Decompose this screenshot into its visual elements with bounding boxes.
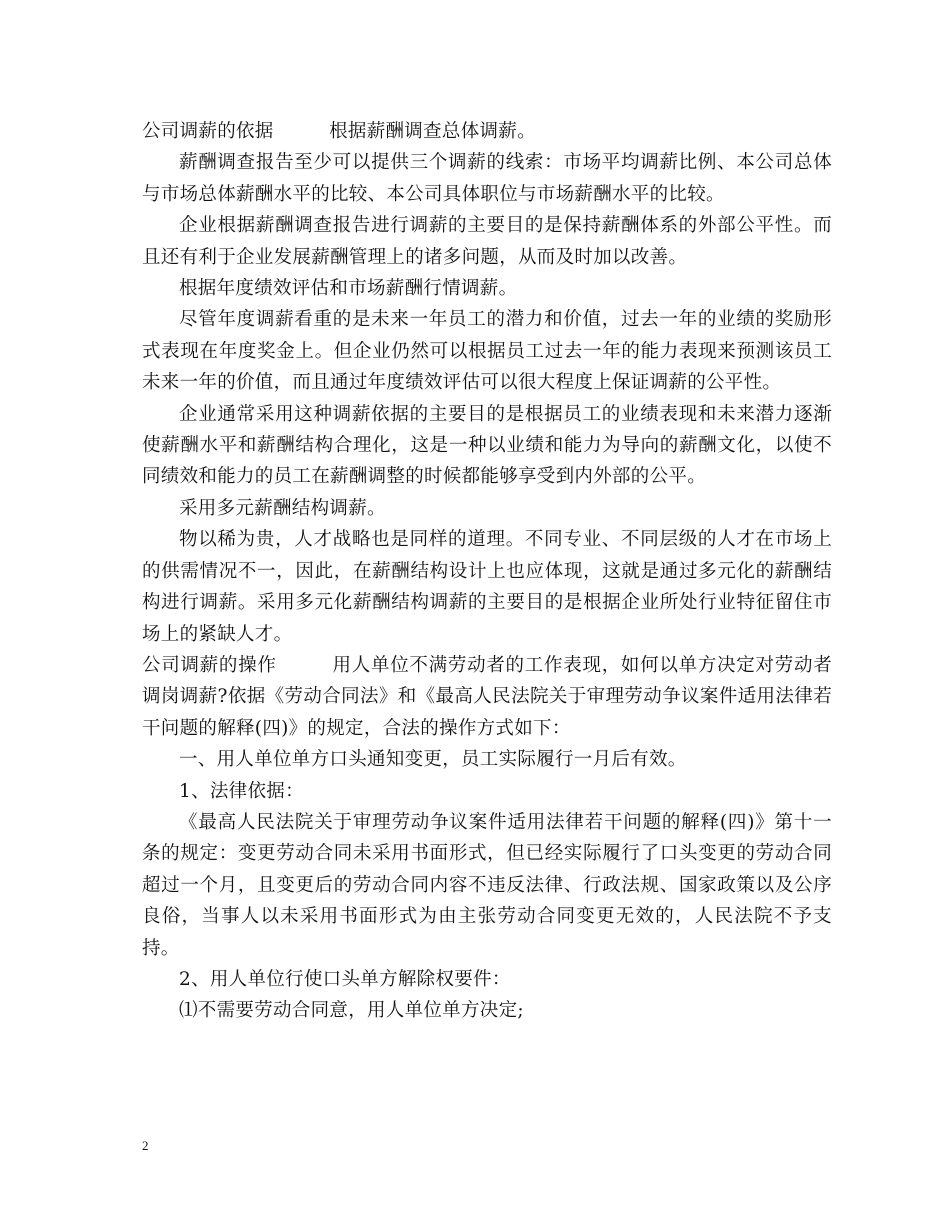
section-heading-operation xyxy=(142,650,832,744)
paragraph: 一、用人单位单方口头通知变更，员工实际履行一月后有效。 xyxy=(179,749,687,771)
paragraph: 企业通常采用这种调薪依据的主要目的是根据员工的业绩表现和未来潜力逐渐使薪酬水平和薪酬结构合理化，这是一种以业绩和能力为导向的薪酬文化，以使不同绩效和能力的员工在薪酬调整的时候都能够享受到内外部的公平。 xyxy=(142,403,832,488)
paragraph: 尽管年度调薪看重的是未来一年员工的潜力和价值，过去一年的业绩的奖励形式表现在年度奖金上。但企业仍然可以根据员工过去一年的能力表现来预测该员工未来一年的价值，而且通过年度绩效评估可以很大程度上保证调薪的公平性。 xyxy=(142,309,832,394)
section-heading-label: 公司调薪的操作 xyxy=(142,654,277,676)
paragraph: 2、用人单位行使口头单方解除权要件： xyxy=(179,968,511,990)
paragraph: 薪酬调查报告至少可以提供三个调薪的线索：市场平均调薪比例、本公司总体与市场总体薪酬水平的比较、本公司具体职位与市场薪酬水平的比较。 xyxy=(142,152,832,205)
paragraph: 企业根据薪酬调查报告进行调薪的主要目的是保持薪酬体系的外部公平性。而且还有利于企业发展薪酬管理上的诸多问题，从而及时加以改善。 xyxy=(142,215,832,268)
paragraph: 根据年度绩效评估和市场薪酬行情调薪。 xyxy=(179,278,518,300)
section-heading-text: 用人单位不满劳动者的工作表现，如何以单方决定对劳动者调岗调薪?依据《劳动合同法》和《最高人民法院关于审理劳动争议案件适用法律若干问题的解释(四)》的规定，合法的操作方式如下： xyxy=(142,654,832,739)
paragraph: 《最高人民法院关于审理劳动争议案件适用法律若干问题的解释(四)》第十一条的规定：变更劳动合同未采用书面形式，但已经实际履行了口头变更的劳动合同超过一个月，且变更后的劳动合同内容不违反法律、行政法规、国家政策以及公序良俗，当事人以未采用书面形式为由主张劳动合同变更无效的，人民法院不予支持。 xyxy=(142,811,832,959)
section-heading-text: 根据薪酬调查总体调薪。 xyxy=(329,121,536,142)
paragraph: 采用多元薪酬结构调薪。 xyxy=(179,497,386,519)
paragraph: 物以稀为贵，人才战略也是同样的道理。不同专业、不同层级的人才在市场上的供需情况不一，因此，在薪酬结构设计上也应体现，这就是通过多元化的薪酬结构进行调薪。采用多元化薪酬结构调薪的主要目的是根据企业所处行业特征留住市场上的紧缺人才。 xyxy=(142,529,832,645)
section-heading-label: 公司调薪的依据 xyxy=(142,121,274,142)
section-heading-basis xyxy=(142,116,832,147)
page-number: 2 xyxy=(142,1138,149,1153)
paragraph: 1、法律依据： xyxy=(179,780,304,802)
paragraph: ⑴不需要劳动合同意，用人单位单方决定; xyxy=(179,1000,524,1022)
document-body xyxy=(142,116,832,1027)
